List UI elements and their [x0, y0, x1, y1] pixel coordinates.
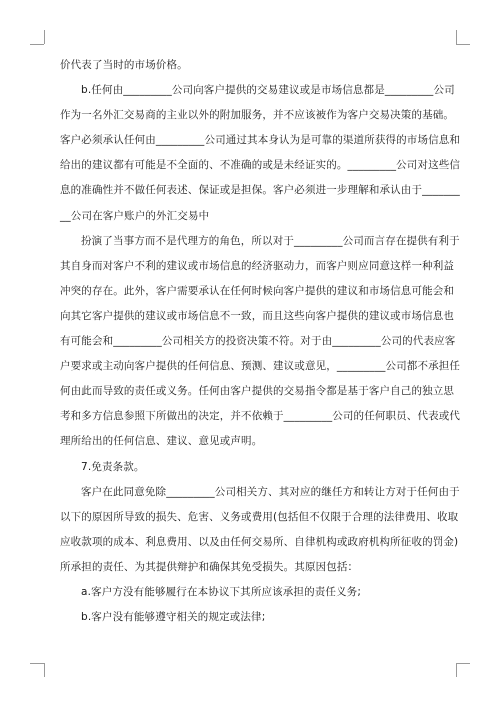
list-item: b.客户没有能够遵守相关的规定或法律;	[81, 611, 266, 624]
text-line: __公司在客户账户的外汇交易中	[60, 209, 210, 222]
crop-mark-bottom-right-v	[456, 663, 457, 677]
document-body	[60, 58, 461, 635]
crop-mark-bottom-right-h	[456, 663, 470, 664]
text-line: 扮演了当事方而不是代理方的角色，所以对于_________公司而言存在提供有利于	[81, 234, 460, 247]
text-line: 息的准确性并不做任何表述、保证或是担保。客户必须进一步理解和承认由于_______	[60, 184, 460, 197]
crop-mark-top-right-v	[456, 30, 457, 44]
crop-mark-top-left-h	[30, 44, 44, 45]
crop-mark-bottom-left-v	[44, 663, 45, 677]
text-line: 何由此而导致的责任或义务。任何由客户提供的交易指令都是基于客户自己的独立思	[60, 385, 455, 398]
text-line: 考和多方信息参照下所做出的决定，并不依赖于_________公司的任何职员、代表或代	[60, 410, 461, 423]
text-line: 给出的建议都有可能是不全面的、不准确的或是未经证实的。_________公司对这些信	[60, 159, 461, 172]
text-line: 客户在此同意免除_________公司相关方、其对应的继任方和转让方对于任何由于	[81, 485, 460, 498]
text-line: 应收款项的成本、利息费用、以及由任何交易所、自律机构或政府机构所征收的罚金)	[60, 535, 459, 548]
text-line: 作为一名外汇交易商的主业以外的附加服务，并不应该被作为客户交易决策的基础。	[60, 109, 455, 122]
text-line: 客户必须承认任何由_________公司通过其本身认为是可靠的渠道所获得的市场信息和	[60, 134, 461, 147]
crop-mark-top-right-h	[456, 44, 470, 45]
text-line: 价代表了当时的市场价格。	[60, 59, 188, 71]
list-item: a.客户方没有能够履行在本协议下其所应该承担的责任义务;	[81, 585, 362, 598]
crop-mark-bottom-left-h	[30, 663, 44, 664]
text-line: 其自身而对客户不利的建议或市场信息的经济驱动力，而客户则应同意这样一种利益	[60, 259, 455, 272]
crop-mark-top-left-v	[44, 30, 45, 44]
text-line: 理所给出的任何信息、建议、意见或声明。	[60, 435, 263, 448]
text-line: b.任何由_________公司向客户提供的交易建议或是市场信息都是_________公司	[81, 84, 455, 97]
section-heading: 7.免责条款。	[81, 460, 145, 473]
text-line: 户要求或主动向客户提供的任何信息、预测、建议或意见，_________公司都不承担任	[60, 360, 461, 373]
text-line: 有可能会和_________公司相关方的投资决策不符。对于由_________公司的代表应客	[60, 335, 456, 348]
text-line: 冲突的存在。此外，客户需要承认在任何时候向客户提供的建议和市场信息可能会和	[60, 284, 455, 297]
text-line: 向其它客户提供的建议或市场信息不一致，而且这些向客户提供的建议或市场信息也	[60, 309, 455, 322]
text-line: 所承担的责任、为其提供辩护和确保其免受损失。其原因包括：	[60, 560, 359, 573]
text-line: 以下的原因所导致的损失、危害、义务或费用(包括但不仅限于合理的法律费用、收取	[60, 510, 459, 523]
